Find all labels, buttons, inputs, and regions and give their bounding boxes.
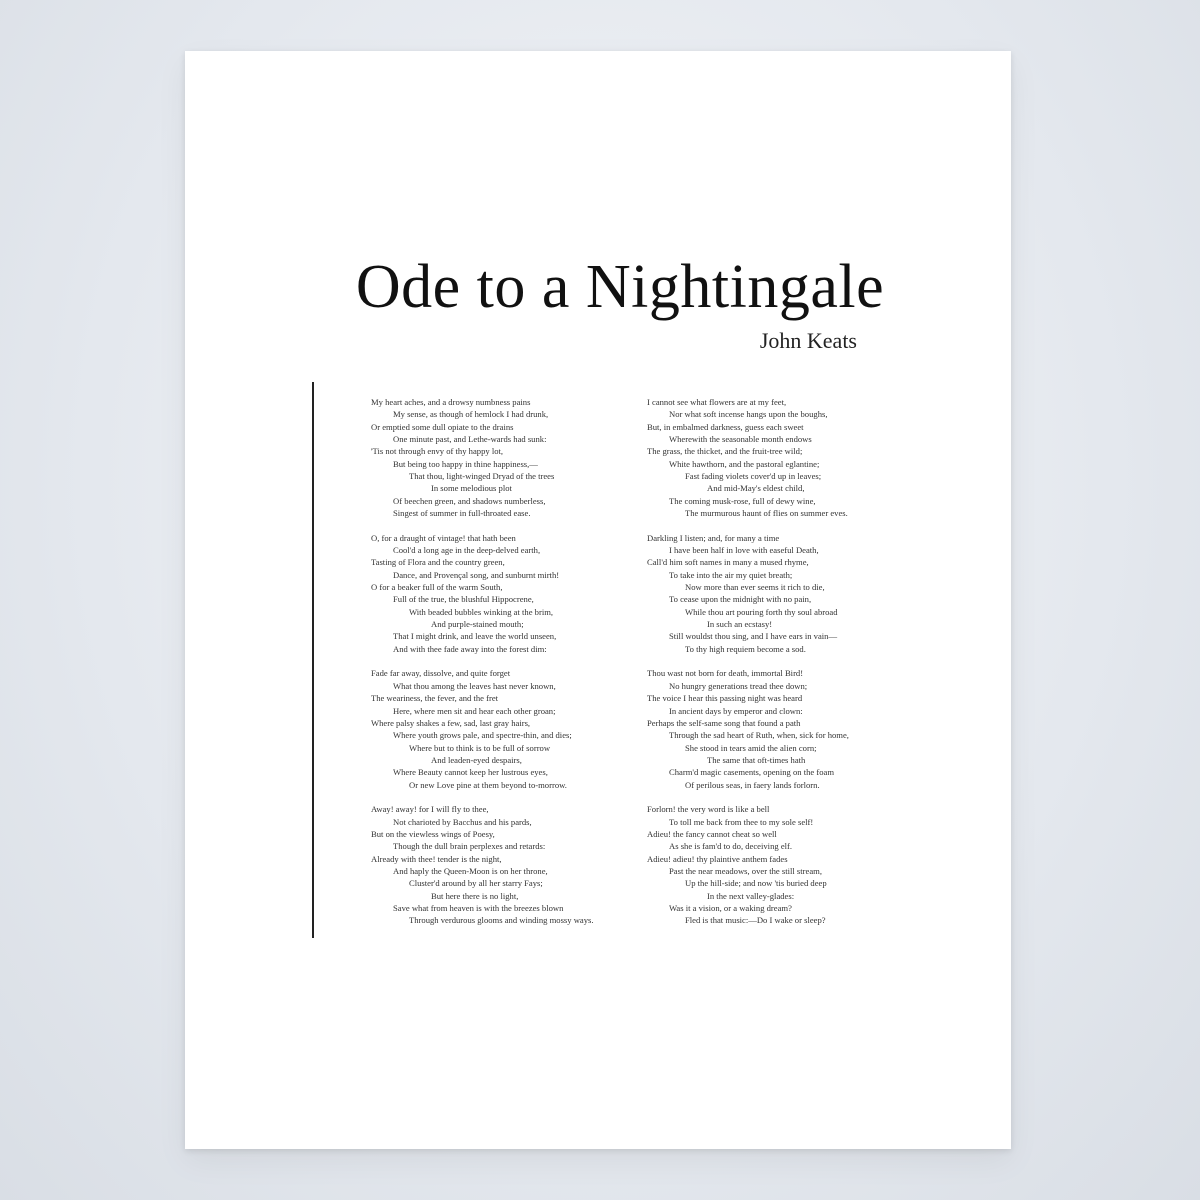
poem-line: In ancient days by emperor and clown: bbox=[669, 705, 803, 716]
poem-line: The coming musk-rose, full of dewy wine, bbox=[669, 495, 816, 506]
poem-line: Of beechen green, and shadows numberless, bbox=[393, 495, 546, 506]
poem-line: Call'd him soft names in many a mused rhyme, bbox=[647, 557, 809, 568]
poem-line: But on the viewless wings of Poesy, bbox=[371, 828, 495, 839]
stanza bbox=[371, 532, 641, 655]
poem-line: Singest of summer in full-throated ease. bbox=[393, 508, 531, 519]
stanza bbox=[371, 803, 641, 926]
poem-line: Forlorn! the very word is like a bell bbox=[647, 804, 770, 815]
poem-line: One minute past, and Lethe-wards had sunk: bbox=[393, 434, 547, 445]
poem-line: Thou wast not born for death, immortal Bird! bbox=[647, 668, 804, 679]
stanza bbox=[647, 667, 887, 790]
poem-line: She stood in tears amid the alien corn; bbox=[685, 742, 817, 753]
poem-line: Cluster'd around by all her starry Fays; bbox=[409, 878, 543, 889]
poem-line: Adieu! the fancy cannot cheat so well bbox=[647, 828, 777, 839]
poem-line: Save what from heaven is with the breezes blown bbox=[393, 902, 564, 913]
poem-line: Dance, and Provençal song, and sunburnt mirth! bbox=[393, 569, 560, 580]
stanza bbox=[647, 532, 887, 655]
poem-line: Still wouldst thou sing, and I have ears in vain— bbox=[669, 631, 838, 642]
poem-title: Ode to a Nightingale bbox=[355, 253, 885, 321]
poem-line: Where but to think is to be full of sorrow bbox=[409, 742, 551, 753]
poem-column-right bbox=[647, 396, 887, 939]
poem-line: In such an ecstasy! bbox=[707, 619, 773, 630]
poem-line: Of perilous seas, in faery lands forlorn. bbox=[685, 779, 820, 790]
poem-line: My sense, as though of hemlock I had drunk, bbox=[393, 409, 549, 420]
poem-line: To cease upon the midnight with no pain, bbox=[669, 594, 812, 605]
poem-line: White hawthorn, and the pastoral eglantine; bbox=[669, 458, 820, 469]
poem-line: Fast fading violets cover'd up in leaves; bbox=[685, 471, 822, 482]
poem-line: In the next valley-glades: bbox=[707, 890, 795, 901]
poem-line: The grass, the thicket, and the fruit-tree wild; bbox=[647, 446, 803, 457]
poem-line: Through verdurous glooms and winding mossy ways. bbox=[409, 915, 594, 926]
poem-line: But, in embalmed darkness, guess each sweet bbox=[647, 421, 804, 432]
poem-line: Past the near meadows, over the still stream, bbox=[669, 865, 822, 876]
poem-line: And haply the Queen-Moon is on her throne, bbox=[393, 865, 548, 876]
poem-line: Cool'd a long age in the deep-delved earth, bbox=[393, 545, 541, 556]
poem-line: Up the hill-side; and now 'tis buried deep bbox=[685, 878, 827, 889]
poem-line: No hungry generations tread thee down; bbox=[669, 680, 808, 691]
poem-line: Adieu! adieu! thy plaintive anthem fades bbox=[647, 853, 788, 864]
poem-line: While thou art pouring forth thy soul abroad bbox=[685, 606, 838, 617]
poem-line: Darkling I listen; and, for many a time bbox=[647, 532, 780, 543]
poem-line: Wherewith the seasonable month endows bbox=[669, 434, 812, 445]
poem-line: Full of the true, the blushful Hippocrene, bbox=[393, 594, 534, 605]
poem-line: Through the sad heart of Ruth, when, sick for home, bbox=[669, 730, 849, 741]
poem-line: I have been half in love with easeful Death, bbox=[669, 545, 819, 556]
poem-line: But being too happy in thine happiness,— bbox=[393, 458, 538, 469]
poem-line: And mid-May's eldest child, bbox=[707, 483, 805, 494]
poem-line: Not charioted by Bacchus and his pards, bbox=[393, 816, 532, 827]
poem-line: Perhaps the self-same song that found a path bbox=[647, 717, 801, 728]
poem-line: I cannot see what flowers are at my feet, bbox=[647, 397, 787, 407]
poem-author: John Keats bbox=[759, 328, 857, 353]
poem-line: Nor what soft incense hangs upon the boughs, bbox=[669, 409, 828, 420]
vertical-rule bbox=[312, 382, 314, 938]
stanza bbox=[647, 396, 887, 519]
poem-line: My heart aches, and a drowsy numbness pains bbox=[371, 397, 531, 407]
poem-line: And leaden-eyed despairs, bbox=[431, 754, 522, 765]
poem-line: The weariness, the fever, and the fret bbox=[371, 693, 499, 704]
poem-line: To thy high requiem become a sod. bbox=[685, 643, 806, 654]
poem-line: Charm'd magic casements, opening on the foam bbox=[669, 767, 835, 778]
poster bbox=[185, 51, 1011, 1149]
poem-line: O for a beaker full of the warm South, bbox=[371, 582, 503, 593]
poem-line: Was it a vision, or a waking dream? bbox=[669, 902, 792, 913]
stanza bbox=[371, 667, 641, 790]
poem-line: Where youth grows pale, and spectre-thin, and dies; bbox=[393, 730, 572, 741]
poem-line: The voice I hear this passing night was heard bbox=[647, 693, 803, 704]
poem-line: Where palsy shakes a few, sad, last gray hairs, bbox=[371, 717, 531, 728]
poem-line: To toll me back from thee to my sole self! bbox=[669, 816, 814, 827]
stanza bbox=[647, 803, 887, 926]
stanza bbox=[371, 396, 641, 519]
poem-line: That I might drink, and leave the world unseen, bbox=[393, 631, 557, 642]
poem-line: Away! away! for I will fly to thee, bbox=[371, 804, 489, 815]
poem-line: The murmurous haunt of flies on summer eves. bbox=[685, 508, 848, 519]
poem-line: In some melodious plot bbox=[431, 483, 512, 494]
poem-column-left bbox=[371, 396, 641, 939]
poem-line: And purple-stained mouth; bbox=[431, 619, 524, 630]
poem-line: Or emptied some dull opiate to the drains bbox=[371, 421, 514, 432]
poem-line: Tasting of Flora and the country green, bbox=[371, 557, 505, 568]
poem-line: And with thee fade away into the forest dim: bbox=[393, 643, 547, 654]
poem-line: O, for a draught of vintage! that hath been bbox=[371, 532, 516, 543]
poem-line: Where Beauty cannot keep her lustrous eyes, bbox=[393, 767, 548, 778]
poem-line: Fade far away, dissolve, and quite forget bbox=[371, 668, 511, 679]
poem-line: Now more than ever seems it rich to die, bbox=[685, 582, 825, 593]
poem-line: Fled is that music:—Do I wake or sleep? bbox=[685, 915, 826, 926]
poem-line: But here there is no light, bbox=[431, 890, 519, 901]
poem-line: The same that oft-times hath bbox=[707, 754, 806, 765]
poem-line: As she is fam'd to do, deceiving elf. bbox=[669, 841, 793, 852]
poem-line: Though the dull brain perplexes and retards: bbox=[393, 841, 546, 852]
poem-line: Or new Love pine at them beyond to-morrow. bbox=[409, 779, 567, 790]
poem-line: That thou, light-winged Dryad of the trees bbox=[409, 471, 555, 482]
poem-line: Already with thee! tender is the night, bbox=[371, 853, 502, 864]
poem-line: With beaded bubbles winking at the brim, bbox=[409, 606, 554, 617]
poem-line: 'Tis not through envy of thy happy lot, bbox=[371, 446, 504, 457]
poem-line: What thou among the leaves hast never known, bbox=[393, 680, 556, 691]
poem-line: Here, where men sit and hear each other groan; bbox=[393, 705, 556, 716]
poem-line: To take into the air my quiet breath; bbox=[669, 569, 793, 580]
